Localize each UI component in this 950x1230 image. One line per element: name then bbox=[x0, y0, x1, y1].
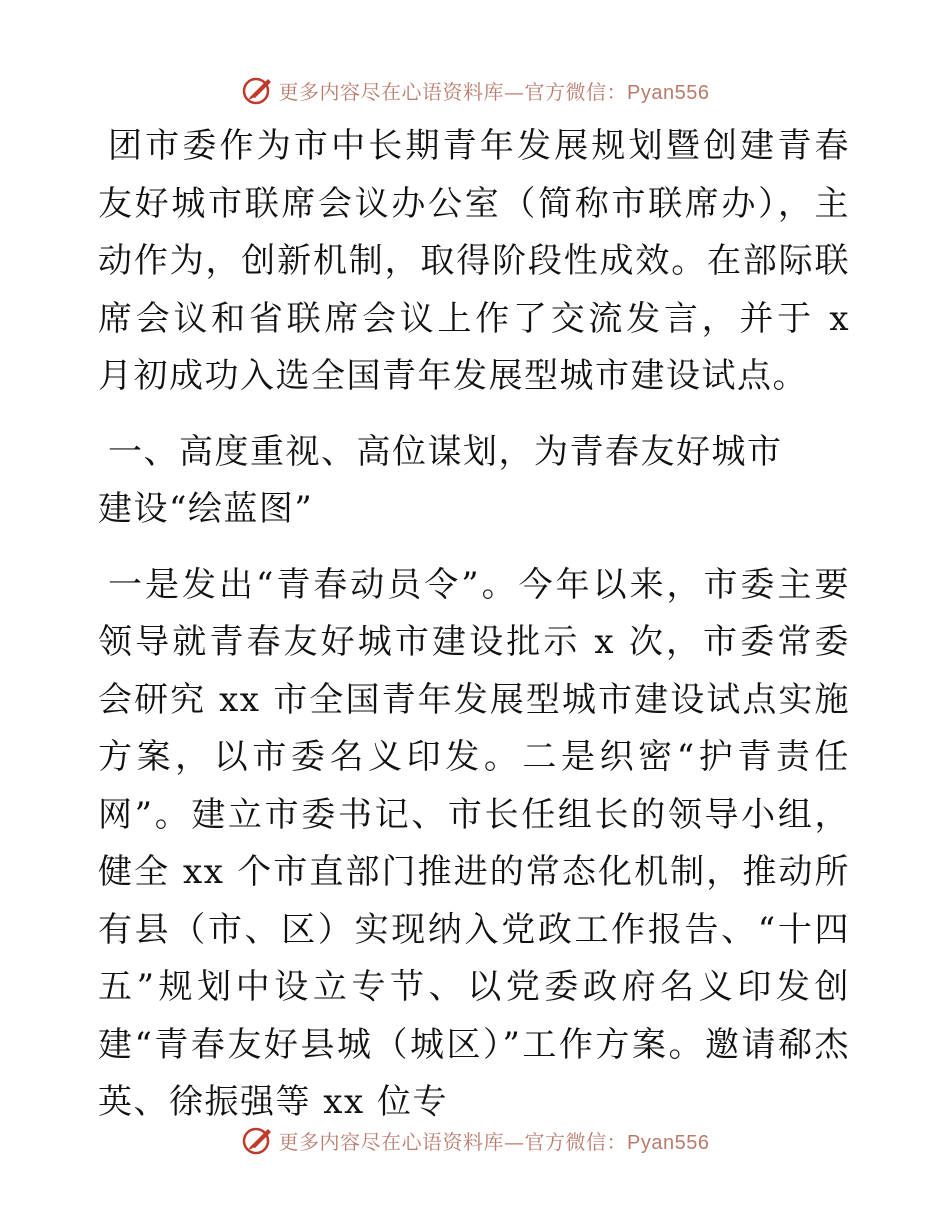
watermark-text: 更多内容尽在心语资料库—官方微信：Pyan556 bbox=[278, 79, 710, 104]
watermark-text: 更多内容尽在心语资料库—官方微信：Pyan556 bbox=[278, 1129, 710, 1154]
header-watermark bbox=[0, 70, 950, 110]
quill-logo-icon bbox=[241, 73, 275, 107]
intro-paragraph: 团市委作为市中长期青年发展规划暨创建青春友好城市联席会议办公室（简称市联席办），主动作为，创新机制，取得阶段性成效。在部际联席会议和省联席会议上作了交流发言，并于 x 月初成功入选全国青年发展型城市建设试点。 bbox=[98, 126, 850, 396]
document-body bbox=[98, 118, 850, 1132]
footer-watermark bbox=[0, 1120, 950, 1160]
watermark-id: Pyan556 bbox=[627, 1131, 710, 1154]
section-heading: 一、高度重视、高位谋划，为青春友好城市建设“绘蓝图” bbox=[98, 431, 783, 529]
body-paragraph: 一是发出“青春动员令”。今年以来，市委主要领导就青春友好城市建设批示 x 次，市委常委会研究 xx 市全国青年发展型城市建设试点实施方案，以市委名义印发。二是织密“护青责任网”。建立市委书记、市长任组长的领导小组，健全 xx 个市直部门推进的常态化机制，推动所有县（市、区）实现纳入党政工作报告、“十四五”规划中设立专节、以党委政府名义印发创建“青春友好县城（城区）”工作方案。邀请郗杰英、徐振强等 xx 位专 bbox=[98, 564, 850, 1122]
watermark-id: Pyan556 bbox=[627, 81, 710, 104]
quill-logo-icon bbox=[241, 1123, 275, 1157]
